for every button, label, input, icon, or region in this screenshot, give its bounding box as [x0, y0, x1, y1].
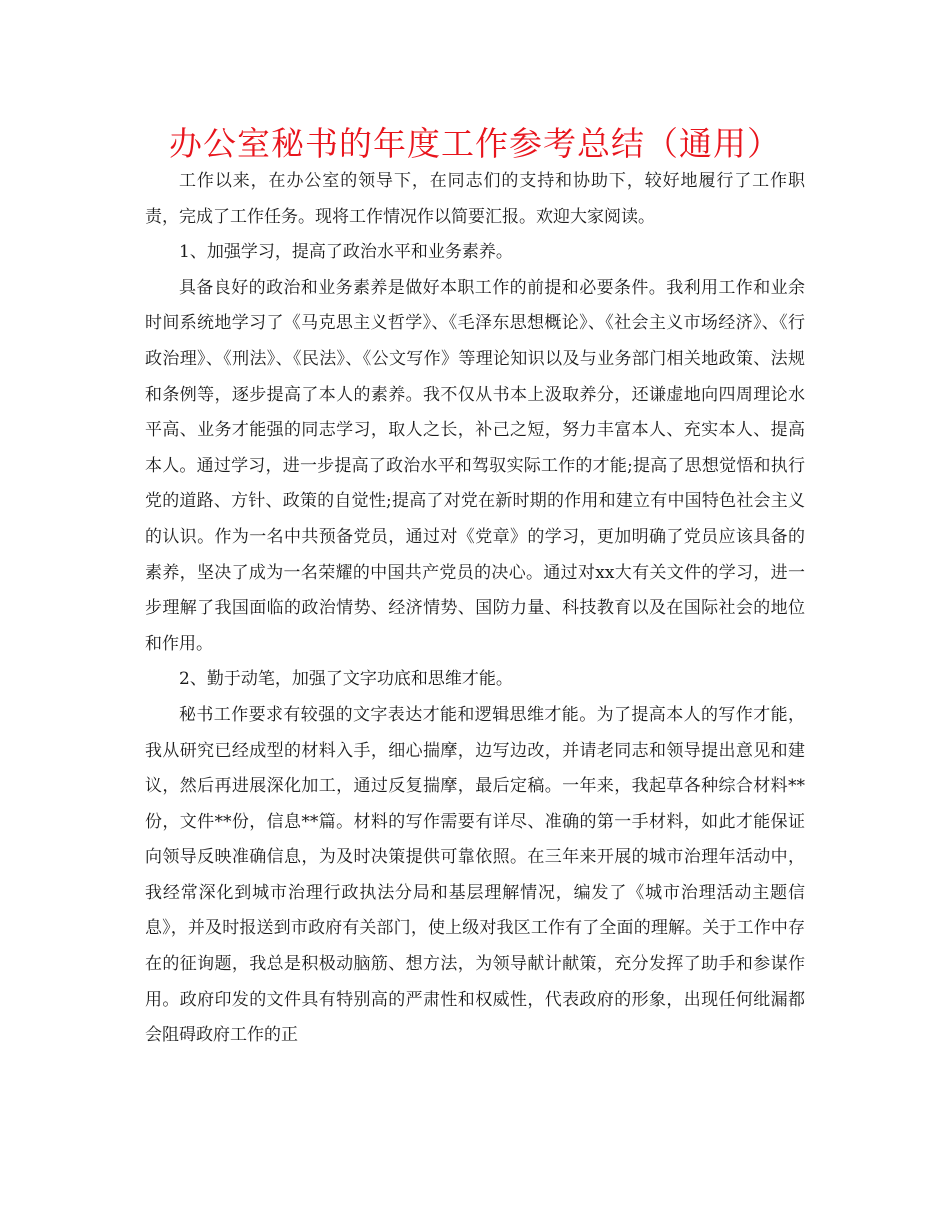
paragraph-study: 具备良好的政治和业务素养是做好本职工作的前提和必要条件。我利用工作和业余时间系统地学习了《马克思主义哲学》、《毛泽东思想概论》、《社会主义市场经济》、《行政治理》、《刑法》、《民法》、《公文写作》等理论知识以及与业务部门相关地政策、法规和条例等，逐步提高了本人的素养。我不仅从书本上汲取养分，还谦虚地向四周理论水平高、业务才能强的同志学习，取人之长，补己之短，努力丰富本人、充实本人、提高本人。通过学习，进一步提高了政治水平和驾驭实际工作的才能;提高了思想觉悟和执行党的道路、方针、政策的自觉性;提高了对党在新时期的作用和建立有中国特色社会主义的认识。作为一名中共预备党员，通过对《党章》的学习，更加明确了党员应该具备的素养，坚决了成为一名荣耀的中国共产党员的决心。通过对xx大有关文件的学习，进一步理解了我国面临的政治情势、经济情势、国防力量、科技教育以及在国际社会的地位和作用。	[145, 277, 805, 654]
paragraph-intro: 工作以来，在办公室的领导下，在同志们的支持和协助下，较好地履行了工作职责，完成了工作任务。现将工作情况作以简要汇报。欢迎大家阅读。	[145, 171, 805, 227]
document-title: 办公室秘书的年度工作参考总结（通用）	[169, 124, 781, 163]
section-heading-2: 2、勤于动笔，加强了文字功底和思维才能。	[179, 669, 513, 690]
document-body	[145, 164, 805, 1054]
section-heading-1: 1、加强学习，提高了政治水平和业务素养。	[179, 242, 513, 263]
paragraph-writing: 秘书工作要求有较强的文字表达才能和逻辑思维才能。为了提高本人的写作才能，我从研究已经成型的材料入手，细心揣摩，边写边改，并请老同志和领导提出意见和建议，然后再进展深化加工，通过反复揣摩，最后定稿。一年来，我起草各种综合材料**份，文件**份，信息**篇。材料的写作需要有详尽、准确的第一手材料，如此才能保证向领导反映准确信息，为及时决策提供可靠依照。在三年来开展的城市治理年活动中，我经常深化到城市治理行政执法分局和基层理解情况，编发了《城市治理活动主题信息》，并及时报送到市政府有关部门，使上级对我区工作有了全面的理解。关于工作中存在的征询题，我总是积极动脑筋、想方法，为领导献计献策，充分发挥了助手和参谋作用。政府印发的文件具有特别高的严肃性和权威性，代表政府的形象，出现任何纰漏都会阻碍政府工作的正	[145, 704, 805, 1046]
